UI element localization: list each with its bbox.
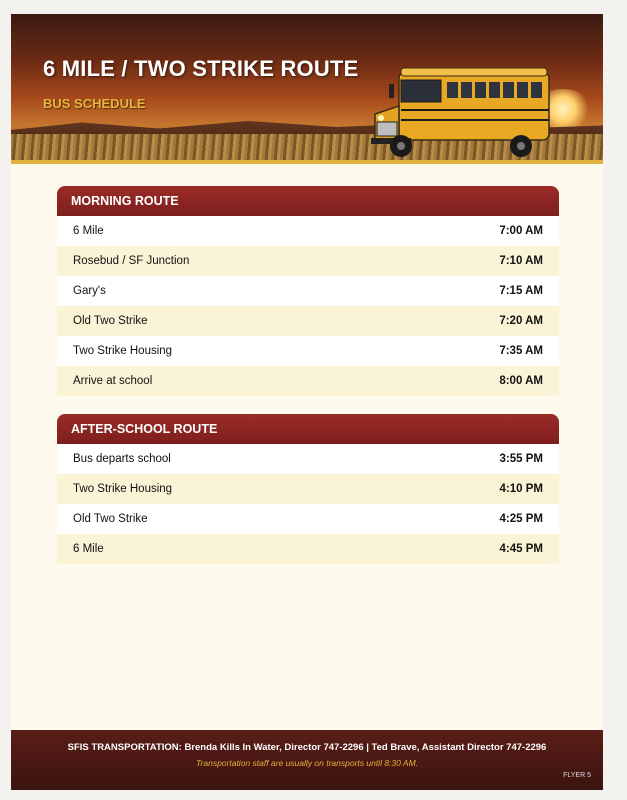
stop-time: 7:20 AM bbox=[499, 315, 543, 327]
page-title: 6 MILE / TWO STRIKE ROUTE bbox=[43, 56, 359, 81]
table-row bbox=[57, 246, 559, 276]
stop-name: Old Two Strike bbox=[73, 513, 148, 525]
stop-name: Two Strike Housing bbox=[73, 345, 173, 357]
table-row bbox=[57, 216, 559, 246]
stop-name: Old Two Strike bbox=[73, 315, 148, 327]
flyer-number: FLYER 5 bbox=[563, 772, 591, 779]
school-bus-icon bbox=[371, 54, 556, 162]
morning-route-table bbox=[57, 186, 559, 396]
stop-name: 6 Mile bbox=[73, 543, 104, 555]
table-row bbox=[57, 336, 559, 366]
table-row bbox=[57, 276, 559, 306]
footer-contacts: SFIS TRANSPORTATION: Brenda Kills In Water, Director 747-2296 | Ted Brave, Assistant Director 747-2296 bbox=[67, 742, 547, 753]
stop-time: 4:10 PM bbox=[499, 483, 543, 495]
table-row bbox=[57, 534, 559, 564]
stop-name: Rosebud / SF Junction bbox=[73, 255, 190, 267]
stop-time: 7:10 AM bbox=[499, 255, 543, 267]
stop-time: 7:00 AM bbox=[499, 225, 543, 237]
stop-name: Two Strike Housing bbox=[73, 483, 173, 495]
stop-name: Gary's bbox=[73, 285, 106, 297]
footer-note: Transportation staff are usually on transports until 8:30 AM. bbox=[195, 758, 419, 768]
stop-name: Arrive at school bbox=[73, 375, 153, 387]
table-row bbox=[57, 474, 559, 504]
stop-time: 7:15 AM bbox=[499, 285, 543, 297]
after-school-route-rows bbox=[57, 444, 559, 564]
stop-time: 8:00 AM bbox=[499, 375, 543, 387]
stop-name: 6 Mile bbox=[73, 225, 104, 237]
morning-route-heading: MORNING ROUTE bbox=[57, 186, 559, 216]
table-row bbox=[57, 444, 559, 474]
banner-gold-rule bbox=[11, 160, 603, 164]
stop-time: 7:35 AM bbox=[499, 345, 543, 357]
flyer-page bbox=[11, 14, 603, 790]
table-row bbox=[57, 366, 559, 396]
stop-time: 4:25 PM bbox=[499, 513, 543, 525]
morning-route-rows bbox=[57, 216, 559, 396]
stop-time: 3:55 PM bbox=[499, 453, 543, 465]
table-row bbox=[57, 504, 559, 534]
after-school-route-heading: AFTER-SCHOOL ROUTE bbox=[57, 414, 559, 444]
footer-bar bbox=[11, 730, 603, 790]
table-row bbox=[57, 306, 559, 336]
after-school-route-table bbox=[57, 414, 559, 564]
stop-name: Bus departs school bbox=[73, 453, 171, 465]
header-banner bbox=[11, 14, 603, 164]
stop-time: 4:45 PM bbox=[499, 543, 543, 555]
page-subtitle: BUS SCHEDULE bbox=[43, 96, 146, 111]
